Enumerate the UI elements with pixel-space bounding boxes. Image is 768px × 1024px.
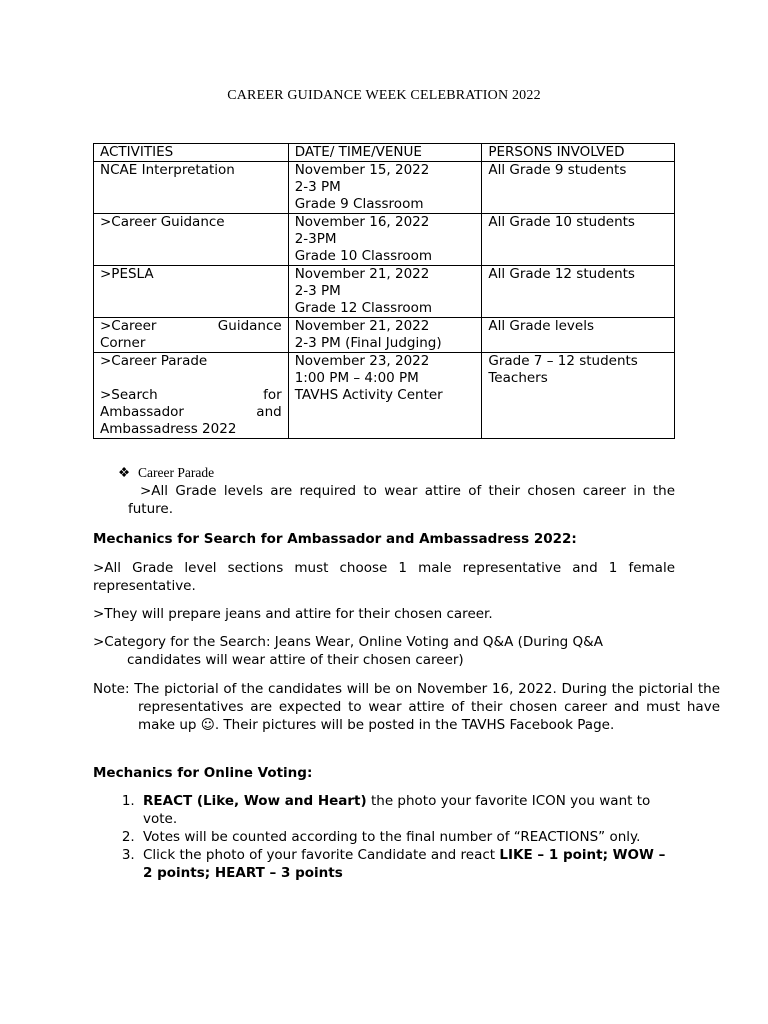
step1-bold: REACT (Like, Wow and Heart)	[143, 793, 367, 809]
table-row	[94, 318, 675, 353]
schedule-time: 2-3 PM (Final Judging)	[294, 335, 442, 351]
schedule-date: November 23, 2022	[294, 353, 430, 369]
list-item	[139, 792, 675, 828]
step1-text: the photo your favorite ICON you want to vote.	[143, 793, 651, 827]
table-row	[94, 353, 675, 439]
activity-spacer	[100, 370, 282, 387]
list-item	[139, 828, 675, 846]
table-row	[94, 162, 675, 214]
mechanics-voting-heading: Mechanics for Online Voting:	[93, 765, 313, 781]
schedule-time: 2-3 PM	[294, 179, 341, 195]
schedule-table	[93, 143, 675, 439]
activity-line: >Career Parade	[100, 353, 208, 369]
schedule-venue: Grade 10 Classroom	[294, 248, 433, 264]
p3-second-line: candidates will wear attire of their chosen career)	[127, 652, 464, 668]
persons-cell	[482, 266, 675, 318]
activity-cell	[94, 353, 289, 439]
table-header-row	[94, 144, 675, 162]
persons-cell	[482, 353, 675, 439]
voting-steps	[93, 792, 675, 882]
page-title: CAREER GUIDANCE WEEK CELEBRATION 2022	[227, 88, 541, 103]
schedule-venue: Grade 12 Classroom	[294, 300, 433, 316]
activity-line: >PESLA	[100, 266, 154, 282]
schedule-time: 2-3 PM	[294, 283, 341, 299]
activity-cell	[94, 214, 289, 266]
schedule-date: November 15, 2022	[294, 162, 430, 178]
career-parade-bullet	[118, 465, 214, 481]
activity-line: >Search for	[100, 387, 282, 403]
persons-line: Grade 7 – 12 students	[488, 353, 638, 369]
list-item	[139, 846, 675, 882]
mechanics-search-p1: >All Grade level sections must choose 1 male representative and 1 female representative.	[93, 560, 675, 594]
header-activities: ACTIVITIES	[94, 144, 289, 162]
mechanics-search-p2: >They will prepare jeans and attire for their chosen career.	[93, 606, 493, 622]
activity-cell	[94, 266, 289, 318]
p3-first-line: >Category for the Search: Jeans Wear, Online Voting and Q&A (During Q&A	[93, 634, 603, 650]
step3-text: Click the photo of your favorite Candidate and react	[143, 847, 500, 863]
mechanics-search-p3	[93, 633, 675, 669]
activity-cell	[94, 162, 289, 214]
persons-cell	[482, 214, 675, 266]
schedule-venue: Grade 9 Classroom	[294, 196, 424, 212]
schedule-cell	[288, 214, 482, 266]
activity-line: >Career Guidance	[100, 318, 282, 334]
persons-cell	[482, 318, 675, 353]
schedule-date: November 16, 2022	[294, 214, 430, 230]
step2-text: Votes will be counted according to the final number of “REACTIONS” only.	[143, 829, 641, 845]
header-date-time-venue: DATE/ TIME/VENUE	[288, 144, 482, 162]
table-row	[94, 266, 675, 318]
schedule-time: 1:00 PM – 4:00 PM	[294, 370, 419, 386]
mechanics-search-heading: Mechanics for Search for Ambassador and Ambassadress 2022:	[93, 531, 577, 547]
header-persons-involved: PERSONS INVOLVED	[482, 144, 675, 162]
activity-line: Ambassador and	[100, 404, 282, 420]
diamond-bullet-icon: ❖	[118, 465, 131, 480]
persons-line: All Grade levels	[488, 318, 594, 334]
activity-line: >Career Guidance	[100, 214, 225, 230]
note-paragraph: Note: The pictorial of the candidates will be on November 16, 2022. During the pictorial the representatives are expected to wear attire of their chosen career and must have make up ☺. Their pictures will be posted in the TAVHS Facebook Page.	[93, 681, 720, 733]
schedule-cell	[288, 266, 482, 318]
activity-line: NCAE Interpretation	[100, 162, 235, 178]
activity-cell	[94, 318, 289, 353]
persons-line: All Grade 10 students	[488, 214, 635, 230]
voting-steps-list	[93, 792, 675, 882]
table-row	[94, 214, 675, 266]
schedule-cell	[288, 318, 482, 353]
step3-bold: LIKE – 1 point; WOW – 2 points; HEART – 3 points	[143, 847, 666, 881]
persons-cell	[482, 162, 675, 214]
persons-line: All Grade 12 students	[488, 266, 635, 282]
schedule-cell	[288, 353, 482, 439]
career-parade-text: >All Grade levels are required to wear attire of their chosen career in the future.	[128, 483, 675, 517]
persons-line: All Grade 9 students	[488, 162, 627, 178]
activity-line: Ambassadress 2022	[100, 421, 237, 437]
schedule-time: 2-3PM	[294, 231, 337, 247]
schedule-date: November 21, 2022	[294, 318, 430, 334]
activity-line: Corner	[100, 335, 146, 351]
schedule-date: November 21, 2022	[294, 266, 430, 282]
persons-line: Teachers	[488, 370, 548, 386]
schedule-venue: TAVHS Activity Center	[294, 387, 443, 403]
schedule-cell	[288, 162, 482, 214]
bullet-label: Career Parade	[138, 465, 215, 480]
